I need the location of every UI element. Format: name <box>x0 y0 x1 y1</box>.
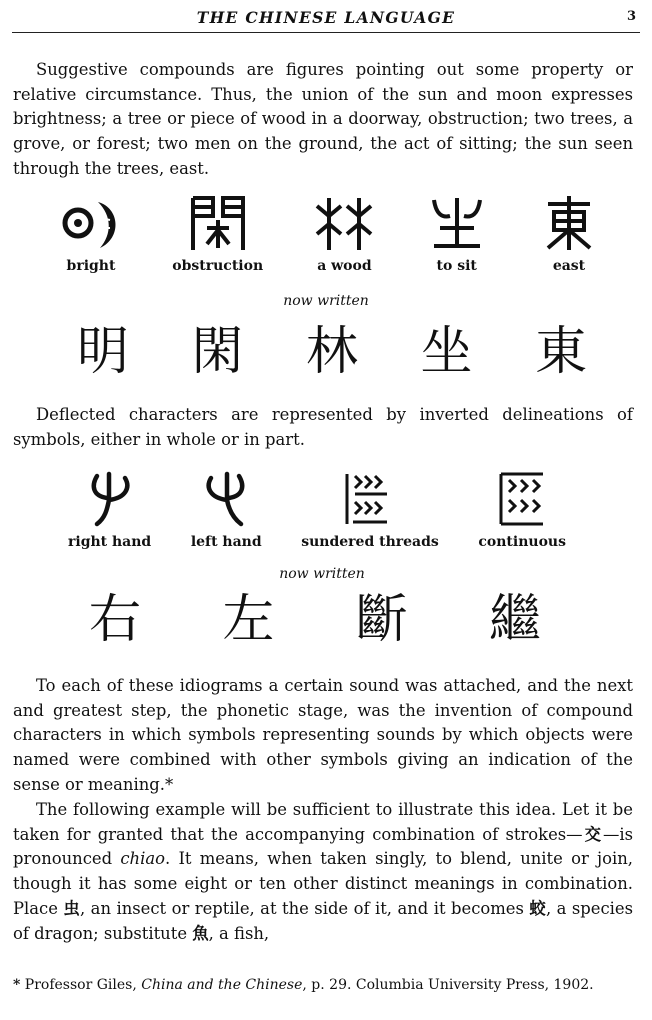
paragraph-example <box>13 798 633 946</box>
page-header <box>12 6 640 30</box>
glyph-cell-wood <box>313 194 375 274</box>
now-written-1: now written <box>283 293 369 309</box>
char-chiao: 交 <box>582 824 603 844</box>
text-segment: , an insect or reptile, at the side of it, and it becomes <box>80 898 530 918</box>
modern-char-wood: 林 <box>305 322 358 382</box>
label-obstruction: obstruction <box>172 258 264 274</box>
glyph-cell-bright <box>60 194 122 274</box>
text-segment: , a species of dragon; substitute <box>13 898 634 943</box>
text-segment: , a fish, <box>208 923 270 943</box>
now-written-2: now written <box>279 566 365 582</box>
glyph-cell-left-hand <box>191 470 262 550</box>
label-east: east <box>552 258 586 274</box>
text-segment: The following example will be sufficient to illustrate this idea. Let it be taken for granted that the accompanying combination of strokes— <box>13 800 633 844</box>
text-segment: . It means, when taken singly, to blend, unite or join, though it has some eight or ten other distinct meanings in combination. Place <box>13 849 633 918</box>
modern-char-sit: 坐 <box>420 322 473 382</box>
seal-right-hand-icon <box>79 470 141 528</box>
text-segment: Professor Giles, <box>20 977 142 993</box>
label-sundered-threads: sundered threads <box>301 534 439 550</box>
glyph-cell-right-hand <box>68 470 151 550</box>
seal-continuous-icon <box>491 470 553 528</box>
footnote <box>13 974 633 996</box>
seal-wood-icon <box>313 194 375 252</box>
modern-char-obstruction: 閑 <box>191 322 244 382</box>
char-insect: 虫 <box>63 898 81 918</box>
seal-glyph-row-1 <box>60 194 600 274</box>
seal-left-hand-icon <box>195 470 257 528</box>
text-segment: , p. 29. Columbia University Press, 1902. <box>302 977 594 993</box>
label-continuous: continuous <box>478 534 566 550</box>
header-rule <box>12 32 640 33</box>
modern-row-1 <box>58 322 606 382</box>
glyph-cell-east <box>538 194 600 274</box>
seal-glyph-row-2 <box>68 470 566 550</box>
footnote-text <box>13 974 633 996</box>
modern-char-left: 左 <box>222 590 275 650</box>
seal-sundered-threads-icon <box>339 470 401 528</box>
glyph-cell-sit <box>426 194 488 274</box>
word-chiao: chiao <box>120 849 165 869</box>
char-fish: 魚 <box>192 923 209 943</box>
glyph-cell-obstruction <box>172 194 263 274</box>
text-segment: —is pronounced <box>13 824 633 869</box>
paragraph-text: Suggestive compounds are figures pointing out some property or relative circumstance. Thus, the union of the sun and moon expresses brightness; a tree or piece of wood in a doorway, obstruction; two trees, a grove, or forest; two men on the ground, the act of sitting; the sun seen through the trees, east. <box>13 60 633 178</box>
char-dragon: 蛟 <box>529 898 546 918</box>
seal-obstruction-icon <box>187 194 249 252</box>
seal-bright-icon <box>60 194 122 252</box>
label-wood: a wood <box>317 258 372 274</box>
label-to-sit: to sit <box>436 258 477 274</box>
label-right-hand: right hand <box>68 534 152 550</box>
paragraph-example-text <box>13 798 633 946</box>
footnote-book-title: China and the Chinese <box>141 977 303 993</box>
modern-char-bright: 明 <box>76 322 129 382</box>
modern-char-continuous: 繼 <box>488 590 541 650</box>
page-number: 3 <box>626 9 636 24</box>
paragraph-phonetic-stage <box>13 674 633 798</box>
glyph-cell-sundered-threads <box>301 470 439 550</box>
paragraph-text: To each of these idiograms a certain sound was attached, and the next and greatest step, the phonetic stage, was the invention of compound characters in which symbols representing sounds by which objects were named were combined with other symbols giving an indication of the sense or meaning.* <box>13 676 633 794</box>
modern-row-2 <box>70 590 560 650</box>
modern-char-sundered: 斷 <box>355 590 408 650</box>
running-title: THE CHINESE LANGUAGE <box>196 8 456 27</box>
paragraph-suggestive-compounds <box>13 58 633 182</box>
seal-east-icon <box>538 194 600 252</box>
glyph-cell-continuous <box>478 470 566 550</box>
paragraph-text: Deflected characters are represented by inverted delineations of symbols, either in whole or in part. <box>13 405 633 449</box>
modern-char-right: 右 <box>88 590 141 650</box>
label-bright: bright <box>66 258 116 274</box>
footnote-star: * <box>13 977 21 993</box>
modern-char-east: 東 <box>534 322 587 382</box>
label-left-hand: left hand <box>190 534 262 550</box>
seal-sit-icon <box>426 194 488 252</box>
paragraph-deflected-characters <box>13 403 633 452</box>
